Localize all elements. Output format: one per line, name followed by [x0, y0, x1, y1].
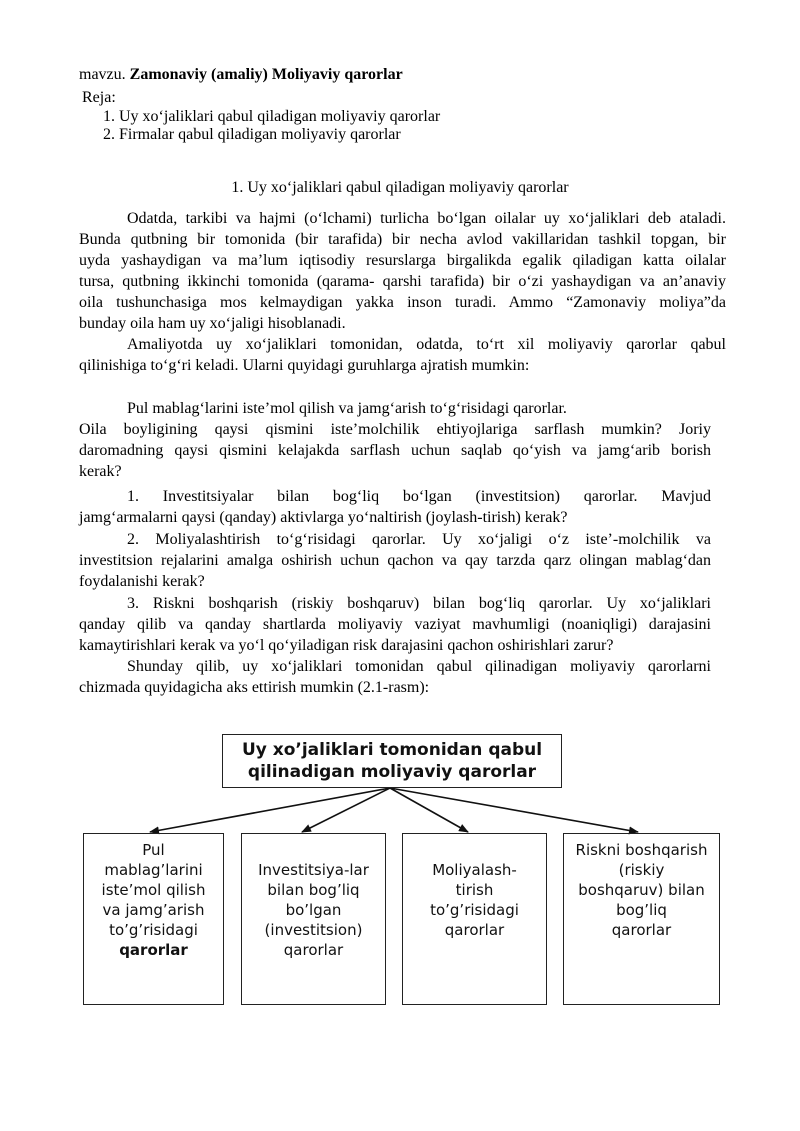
p5-line-1: 2. Moliyalashtirish to‘g‘risidagi qarorlar. Uy xo‘jaligi o‘z iste’-molchilik va — [127, 531, 711, 548]
arrow-to-box-2 — [302, 788, 390, 832]
title-text: Zamonaviy (amaliy) Moliyaviy qarorlar — [129, 66, 403, 83]
box-4-line-5: qarorlar — [611, 921, 672, 939]
arrow-to-box-1 — [150, 788, 390, 832]
box-3-line-3: to’g’risidagi — [430, 901, 519, 919]
plan-label: Reja: — [82, 89, 116, 106]
box-4-line-2: (riskiy — [618, 861, 665, 879]
p5-line-3: foydalanishi kerak? — [79, 573, 205, 590]
p6-line-3: kamaytirishlari kerak va yo‘l qo‘yiladigan risk darajasini qachon oshirishlari zarur? — [79, 637, 614, 654]
plan-item-2: 2. Firmalar qabul qiladigan moliyaviy qarorlar — [103, 126, 401, 143]
p3-line-2: daromadning qaysi qismini kelajakda sarflash uchun saqlab qo‘yish va jamg‘arib borish — [79, 442, 711, 459]
p1-line-3: uyda yashaydigan va ma’lum iqtisodiy resurslarga birgalikda egalik qiladigan katta oilalar — [79, 252, 726, 269]
p4-line-2: jamg‘armalarni qaysi (qanday) aktivlarga yo‘naltirish (joylash-tirish) kerak? — [79, 509, 568, 526]
p4-line-1: 1. Investitsiyalar bilan bog‘liq bo‘lgan (investitsion) qarorlar. Mavjud — [127, 488, 711, 505]
top-box-line-2: qilinadigan moliyaviy qarorlar — [247, 762, 537, 782]
p3-heading: Pul mablag‘larini iste’mol qilish va jamg‘arish to‘g‘risidagi qarorlar. — [127, 400, 567, 417]
box-3-line-2: tirish — [455, 881, 494, 899]
p1-line-6: bunday oila ham uy xo‘jaligi hisoblanadi. — [79, 315, 346, 332]
box-2-line-5: qarorlar — [283, 941, 344, 959]
p6-line-1: 3. Riskni boshqarish (riskiy boshqaruv) bilan bog‘liq qarorlar. Uy xo‘jaliklari — [127, 595, 711, 612]
box-1-line-5: to’g’risidagi — [109, 921, 198, 939]
box-1-line-3: iste’mol qilish — [101, 881, 206, 899]
diagram-box-risk-management — [563, 833, 720, 1005]
diagram-top-box — [222, 734, 562, 788]
box-4-line-3: boshqaruv) bilan — [578, 881, 705, 899]
p1-line-5: oila tushunchasiga mos kelmaydigan yakka inson turadi. Ammo “Zamonaviy moliya”da — [79, 294, 726, 311]
p1-line-4: tursa, qutbning ikkinchi tomonida (qarama- qarshi tarafida) bir o‘zi yashaydigan va an’anaviy — [79, 273, 726, 290]
p3-line-3: kerak? — [79, 463, 122, 480]
p5-line-2: investitsion rejalarini amalga oshirish uchun qachon va qay tarzda qarz olingan mablag‘dan — [79, 552, 711, 569]
top-box-line-1: Uy xo’jaliklari tomonidan qabul — [241, 740, 543, 760]
p2-line-2: qilinishiga to‘g‘ri keladi. Ularni quyidagi guruhlarga ajratish mumkin: — [79, 357, 530, 374]
p6-line-2: qanday qilib va qanday shartlarda moliyaviy vaziyat mavhumligi (noaniqligi) darajasini — [79, 616, 711, 633]
p1-line-1: Odatda, tarkibi va hajmi (o‘lchami) turlicha bo‘lgan oilalar uy xo‘jaliklari deb ataladi. — [127, 210, 726, 227]
p3-line-1: Oila boyligining qaysi qismini iste’molchilik ehtiyojlariga sarflash mumkin? Joriy — [79, 421, 711, 438]
box-3-line-4: qarorlar — [444, 921, 505, 939]
title-prefix: mavzu. — [79, 66, 126, 83]
p7-line-1: Shunday qilib, uy xo‘jaliklari tomonidan qabul qilinadigan moliyaviy qarorlarni — [127, 658, 711, 675]
box-4-line-1: Riskni boshqarish — [575, 841, 708, 859]
section-heading: 1. Uy xo‘jaliklari qabul qiladigan moliyaviy qarorlar — [231, 179, 569, 196]
box-2-line-4: (investitsion) — [264, 921, 363, 939]
box-2-line-3: bo’lgan — [285, 901, 342, 919]
box-1-line-1: Pul — [142, 841, 165, 859]
arrow-to-box-4 — [390, 788, 638, 832]
diagram-box-financing — [402, 833, 547, 1005]
box-3-line-1: Moliyalash- — [432, 861, 517, 879]
box-1-line-4: va jamg’arish — [102, 901, 205, 919]
diagram-box-consumption-savings — [83, 833, 224, 1005]
p2-line-1: Amaliyotda uy xo‘jaliklari tomonidan, odatda, to‘rt xil moliyaviy qarorlar qabul — [127, 336, 726, 353]
plan-item-1: 1. Uy xo‘jaliklari qabul qiladigan moliyaviy qarorlar — [103, 108, 441, 125]
box-2-line-2: bilan bog’liq — [267, 881, 360, 899]
diagram-box-investment — [241, 833, 386, 1005]
box-1-line-6: qarorlar — [119, 941, 188, 959]
p7-line-2: chizmada quyidagicha aks ettirish mumkin (2.1-rasm): — [79, 679, 430, 696]
box-2-line-1: Investitsiya-lar — [258, 861, 369, 879]
p1-line-2: Bunda qutbning bir tomonida (bir tarafida) bir necha avlod vakillaridan tashkil topgan, bir — [79, 231, 726, 248]
box-1-line-2: mablag’larini — [104, 861, 203, 879]
box-4-line-4: bog’liq — [616, 901, 667, 919]
